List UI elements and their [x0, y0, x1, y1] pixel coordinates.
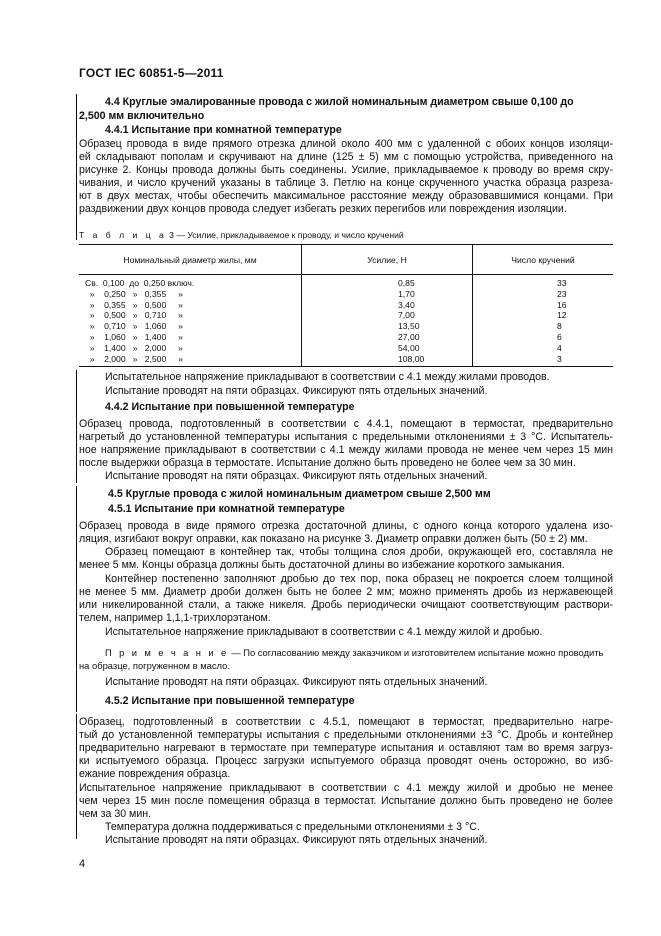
- section-4-4-1-title: 4.4.1 Испытание при комнатной температуре: [105, 124, 342, 136]
- table-row: [79, 310, 613, 321]
- paragraph-line: ки испытуемого образца. Процесс загрузки испытуемого образца проводят очень осторожно, во изб-: [79, 755, 613, 767]
- paragraph-line: ей складывают пополам и скручивают на длине (125 ± 5) мм с помощью устройства, приведенного на: [79, 151, 613, 163]
- section-4-5-1-title: 4.5.1 Испытание при комнатной температуре: [108, 503, 345, 515]
- paragraph-line: Испытание проводят на пяти образцах. Фиксируют пять отдельных значений.: [105, 470, 488, 482]
- table-cell: 6: [473, 332, 614, 343]
- table-cell: 13,50: [302, 321, 473, 332]
- table-row: [79, 321, 613, 332]
- table-cell: Св. 0,100 до 0,250 включ.: [85, 278, 195, 288]
- table-cell: » 1,060 » 1,400 »: [85, 331, 183, 342]
- column-header: Число кручений: [473, 245, 614, 275]
- paragraph-line: Образец провода в виде прямого отрезка длиной около 400 мм с удаленной с обоих концов изоляци-: [79, 138, 613, 150]
- change-bar: [76, 370, 77, 483]
- change-bar: [76, 94, 77, 240]
- note-line: [105, 647, 603, 659]
- table-cell: » 1,400 » 2,000 »: [85, 342, 183, 353]
- column-header: Номинальный диаметр жилы, мм: [79, 245, 302, 275]
- paragraph-line: Испытание проводят на пяти образцах. Фиксируют пять отдельных значений.: [105, 385, 488, 397]
- table-row: [79, 300, 613, 311]
- table-cell: » 0,710 » 1,060 »: [85, 321, 183, 332]
- table-caption-text: 3 — Усилие, прикладываемое к проводу, и число кручений: [166, 230, 404, 240]
- note-label: П р и м е ч а н и е: [105, 647, 229, 658]
- paragraph-line: Образец помещают в контейнер так, чтобы толщина слоя дроби, окружающей его, составляла не: [105, 546, 613, 558]
- table-cell: 12: [473, 310, 614, 321]
- paragraph-line: Образец провода в виде прямого отрезка достаточной длины, с одного конца которого удалена изо-: [79, 520, 613, 532]
- paragraph-line: ляция, изгибают вокруг оправки, как показано на рисунке 3. Диаметр оправки должен быть (50 ± 2) мм.: [79, 533, 588, 545]
- paragraph-line: менее 5 мм. Концы образца должны быть достаточной длины во избежание короткого замыкания.: [79, 559, 565, 571]
- table-row: [79, 289, 613, 300]
- paragraph-line: не менее 5 мм. Диаметр дроби должен быть не более 2 мм; можно применять дробь из нержавеющей: [79, 586, 613, 598]
- paragraph-line: предварительно нагревают в термостате при температуре испытания и оставляют там во время загруз-: [79, 742, 613, 754]
- change-bar: [76, 714, 77, 839]
- table-row: [79, 275, 613, 289]
- table-cell: 8: [473, 321, 614, 332]
- paragraph-line: ное напряжение прикладывают в соответствии с 4.1 между жилами провода не менее чем через 15 мин: [79, 444, 613, 456]
- section-4-4-title-cont: 2,500 мм включительно: [79, 110, 205, 122]
- section-4-5-2-title: 4.5.2 Испытание при повышенной температуре: [105, 695, 355, 707]
- table-cell: 0,85: [302, 275, 473, 289]
- paragraph-line: Испытательное напряжение прикладывают в соответствии с 4.1 между жилой и дробью не менее: [79, 782, 613, 794]
- table-cell: 23: [473, 289, 614, 300]
- table-cell: 4: [473, 343, 614, 354]
- paragraph-line: чем за 30 мин.: [79, 808, 152, 820]
- note-text: — По согласованию между заказчиком и изготовителем испытание можно проводить: [228, 647, 604, 658]
- paragraph-line: ежание повреждения образца.: [79, 768, 231, 780]
- paragraph-line: Температура должна поддерживаться с предельными отклонениями ± 3 °С.: [105, 821, 480, 833]
- table-3: [79, 244, 613, 367]
- page-number: 4: [79, 858, 86, 870]
- paragraph-line: Испытание проводят на пяти образцах. Фиксируют пять отдельных значений.: [105, 676, 488, 688]
- table-cell: 1,70: [302, 289, 473, 300]
- paragraph-line: тый до установленной температуры испытания с предельными отклонениями ±3 °С. Дробь и контейнер: [79, 729, 613, 741]
- paragraph-line: чем через 15 мин после помещения образца в термостат. Испытание должно быть проведено не более: [79, 795, 613, 807]
- paragraph-line: Образец провода, подготовленный в соответствии с 4.4.1, помещают в термостат, предварительно: [79, 418, 613, 430]
- table-cell: » 0,355 » 0,500 »: [85, 299, 183, 310]
- table-cell: » 0,500 » 0,710 »: [85, 310, 183, 321]
- table-cell: 7,00: [302, 310, 473, 321]
- table-cell: 54,00: [302, 343, 473, 354]
- table-cell: » 0,250 » 0,355 »: [85, 288, 183, 299]
- change-bar: [76, 486, 77, 712]
- paragraph-line: рисунке 2. Концы провода должны быть соединены. Усилие, прикладываемое к проводу во время скру-: [79, 164, 613, 176]
- paragraph-line: нагретый до установленной температуры испытания с предельными отклонениями ± 3 °С. Испытатель-: [79, 431, 613, 443]
- section-4-4-2-title: 4.4.2 Испытание при повышенной температуре: [105, 401, 355, 413]
- paragraph-line: Образец, подготовленный в соответствии с 4.5.1, помещают в термостат, предварительно нагре-: [79, 716, 613, 728]
- paragraph-line: после выдержки образца в термостате. Испытание должно быть проведено не более чем за 30 мин.: [79, 457, 576, 469]
- table-cell: 108,00: [302, 354, 473, 367]
- document-header: ГОСТ IEC 60851-5—2011: [79, 66, 224, 80]
- paragraph-line: Контейнер постепенно заполняют дробью до тех пор, пока образец не покроется слоем толщиной: [105, 573, 613, 585]
- table-caption: [79, 230, 404, 240]
- table-row: [79, 343, 613, 354]
- paragraph-line: телем, например 1,1,1-трихлорэтаном.: [79, 612, 271, 624]
- paragraph-line: Испытательное напряжение прикладывают в соответствии с 4.1 между жилами проводов.: [105, 371, 550, 383]
- table-cell: » 2,000 » 2,500 »: [79, 354, 302, 367]
- table-cell: 27,00: [302, 332, 473, 343]
- paragraph-line: Испытательное напряжение прикладывают в соответствии с 4.1 между жилой и дробью.: [105, 626, 543, 638]
- table-row: [79, 332, 613, 343]
- table-caption-label: Т а б л и ц а: [79, 230, 167, 240]
- paragraph-line: чивания, и число кручений указаны в таблице 3. Петлю на конце скрученного участка образца разреза-: [79, 177, 613, 189]
- table-cell: 3: [473, 354, 614, 367]
- paragraph-line: ют в двух местах, чтобы обеспечить максимальное расстояние между образовавшимися концами. При: [79, 190, 613, 202]
- table-cell: 33: [473, 275, 614, 289]
- note-line: на образце, погруженном в масло.: [79, 660, 230, 671]
- table-cell: 3,40: [302, 300, 473, 311]
- section-4-4-title: 4.4 Круглые эмалированные провода с жилой номинальным диаметром свыше 0,100 до: [105, 96, 574, 108]
- section-4-5-title: 4.5 Круглые провода с жилой номинальным диаметром свыше 2,500 мм: [108, 488, 491, 500]
- table-row: [79, 354, 613, 367]
- paragraph-line: раздвижении двух концов провода следует избегать резких перегибов или повреждения изоляции.: [79, 203, 567, 215]
- paragraph-line: Испытание проводят на пяти образцах. Фиксируют пять отдельных значений.: [105, 834, 488, 846]
- paragraph-line: или никелированной стали, а также никеля. Дробь периодически очищают соответствующим раствори-: [79, 599, 613, 611]
- column-header: Усилие, Н: [302, 245, 473, 275]
- table-cell: 16: [473, 300, 614, 311]
